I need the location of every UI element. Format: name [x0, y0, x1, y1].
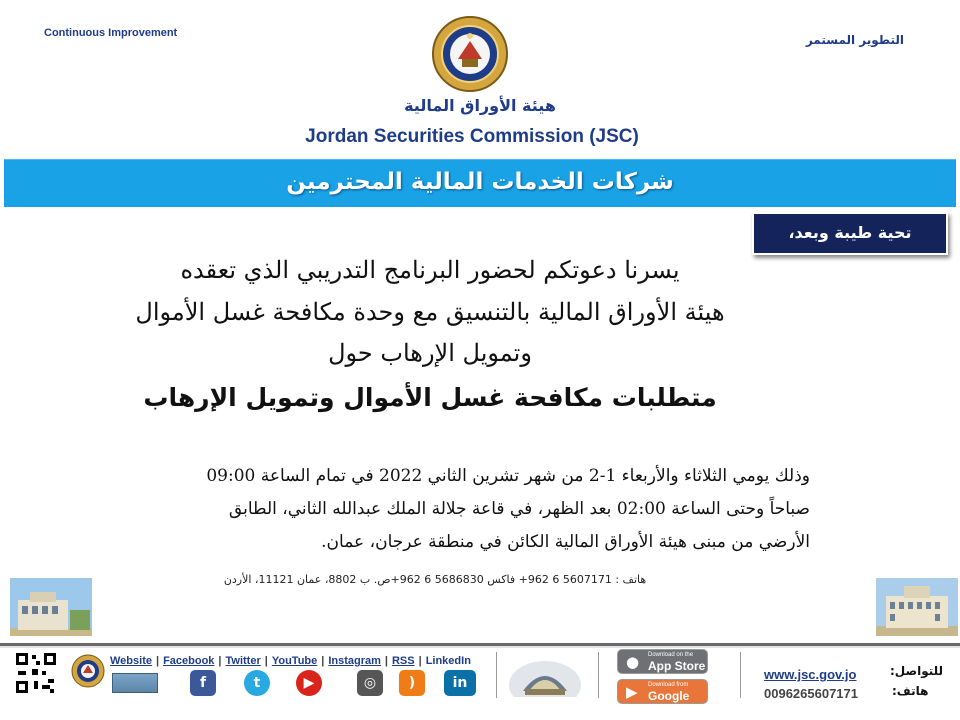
training-subject: متطلبات مكافحة غسل الأموال وتمويل الإرهاب: [143, 383, 717, 412]
website-url-link[interactable]: www.jsc.gov.jo: [764, 667, 857, 682]
addressee-banner: [4, 159, 956, 207]
details-line-2: صباحاً وحتى الساعة 02:00 بعد الظهر، في قاعة جلالة الملك عبدالله الثاني، الطابق: [228, 499, 810, 519]
instagram-link[interactable]: Instagram: [328, 655, 381, 667]
invitation-line-3: وتمويل الإرهاب حول: [328, 339, 532, 367]
qr-code-icon[interactable]: [14, 651, 58, 695]
app-store-caption: Download on the: [648, 652, 694, 658]
details-line-3: الأرضي من مبنى هيئة الأوراق المالية الكائن في منطقة عرجان، عمان.: [321, 532, 810, 552]
footer-links: [110, 655, 471, 667]
google-play-title: Google Play: [648, 689, 690, 717]
facebook-link[interactable]: Facebook: [163, 655, 215, 667]
building-image-left: [10, 578, 92, 636]
website-link[interactable]: Website: [110, 655, 152, 667]
jsc-small-seal-icon: [71, 654, 105, 688]
contact-label: للتواصل:: [890, 664, 944, 678]
dome-building-icon: [505, 655, 585, 697]
event-details: [40, 460, 810, 559]
addressee-title: شركات الخدمات المالية المحترمين: [286, 169, 674, 195]
separator: |: [155, 655, 160, 667]
rss-link[interactable]: RSS: [391, 655, 415, 667]
instagram-icon[interactable]: ◎: [357, 670, 383, 696]
separator: |: [384, 655, 388, 667]
linkedin-icon[interactable]: in: [444, 670, 476, 696]
greeting-text: تحية طيبة وبعد،: [788, 223, 912, 242]
linkedin-link[interactable]: LinkedIn: [425, 655, 471, 667]
youtube-link[interactable]: YouTube: [271, 655, 318, 667]
footer-separator: [740, 652, 741, 698]
twitter-icon[interactable]: t: [244, 670, 270, 696]
continuous-improvement-label-ar: التطوير المستمر: [805, 33, 904, 47]
google-play-badge[interactable]: [617, 679, 708, 717]
jsc-seal-logo: [431, 15, 509, 93]
building-thumbnail: [112, 673, 158, 693]
separator: |: [418, 655, 422, 667]
phone-label: هاتف:: [892, 684, 929, 698]
footer-divider-shadow: [0, 646, 960, 648]
footer-separator: [598, 652, 599, 698]
footer-phone: 0096265607171: [764, 686, 858, 701]
google-play-caption: Download from: [648, 682, 689, 688]
separator: |: [321, 655, 325, 667]
details-line-1: وذلك يومي الثلاثاء والأربعاء 1-2 من شهر تشرين الثاني 2022 في تمام الساعة 09:00: [206, 466, 810, 486]
youtube-icon[interactable]: ▶: [296, 670, 322, 696]
facebook-icon[interactable]: f: [190, 670, 216, 696]
building-image-right: [876, 578, 958, 636]
separator: |: [218, 655, 222, 667]
invitation-line-1: يسرنا دعوتكم لحضور البرنامج التدريبي الذي تعقده: [180, 256, 680, 284]
app-store-badge[interactable]: [617, 649, 708, 674]
separator: |: [264, 655, 268, 667]
invitation-line-2: هيئة الأوراق المالية بالتنسيق مع وحدة مكافحة غسل الأموال: [135, 298, 725, 326]
footer-separator: [496, 652, 497, 698]
app-store-title: App Store: [648, 659, 706, 673]
google-play-icon: ▶: [626, 683, 638, 701]
twitter-link[interactable]: Twitter: [225, 655, 261, 667]
rss-icon[interactable]: ): [399, 670, 425, 696]
continuous-improvement-label: Continuous Improvement: [44, 27, 178, 39]
contact-address: هاتف : 5607171 6 962+ فاكس 5686830 6 962+ص. ب 8802، عمان 11121، الأردن: [223, 573, 647, 586]
greeting-box: [752, 212, 948, 255]
org-name-arabic: هيئة الأوراق المالية: [404, 96, 556, 115]
org-name-english: Jordan Securities Commission (JSC): [305, 126, 639, 147]
apple-icon: ●: [626, 653, 640, 671]
